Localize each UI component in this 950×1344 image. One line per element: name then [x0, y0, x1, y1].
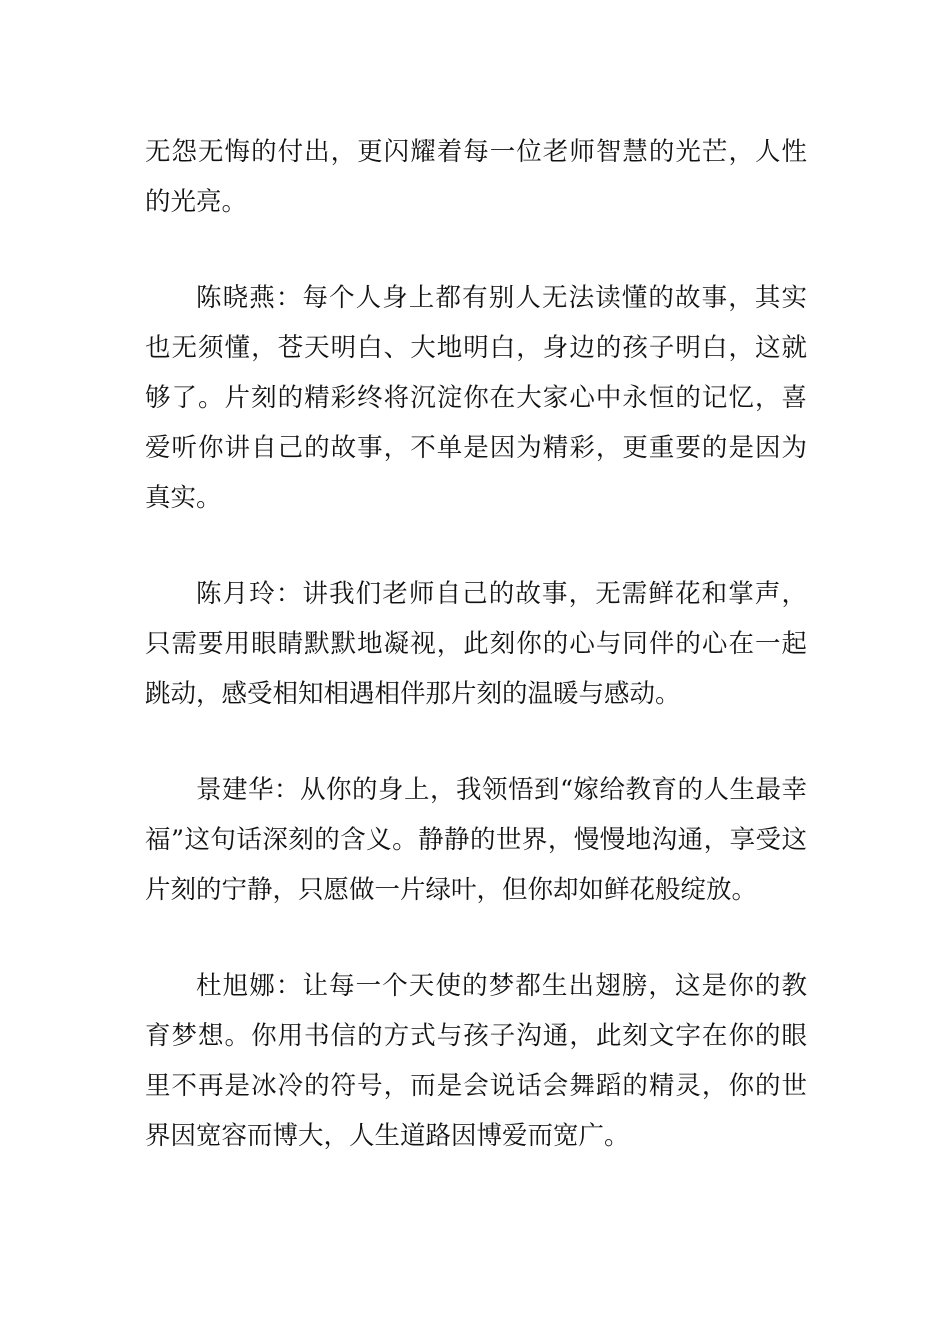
document-page — [145, 127, 807, 1207]
paragraph-chen-yueling: 陈月玲：讲我们老师自己的故事，无需鲜花和掌声，只需要用眼睛默默地凝视，此刻你的心与同伴的心在一起跳动，感受相知相遇相伴那片刻的温暖与感动。 — [145, 579, 807, 709]
paragraph-du-xuna: 杜旭娜：让每一个天使的梦都生出翅膀，这是你的教育梦想。你用书信的方式与孩子沟通，此刻文字在你的眼里不再是冰冷的符号，而是会说话会舞蹈的精灵，你的世界因宽容而博大，人生道路因博爱而宽广。 — [145, 971, 807, 1151]
paragraph-jing-jianhua: 景建华：从你的身上，我领悟到“嫁给教育的人生最幸福”这句话深刻的含义。静静的世界，慢慢地沟通，享受这片刻的宁静，只愿做一片绿叶，但你却如鲜花般绽放。 — [145, 775, 807, 905]
paragraph-chen-xiaoyan: 陈晓燕：每个人身上都有别人无法读懂的故事，其实也无须懂，苍天明白、大地明白，身边的孩子明白，这就够了。片刻的精彩终将沉淀你在大家心中永恒的记忆，喜爱听你讲自己的故事，不单是因为精彩，更重要的是因为真实。 — [145, 283, 807, 513]
paragraph-continuation: 无怨无悔的付出，更闪耀着每一位老师智慧的光芒，人性的光亮。 — [145, 137, 807, 217]
